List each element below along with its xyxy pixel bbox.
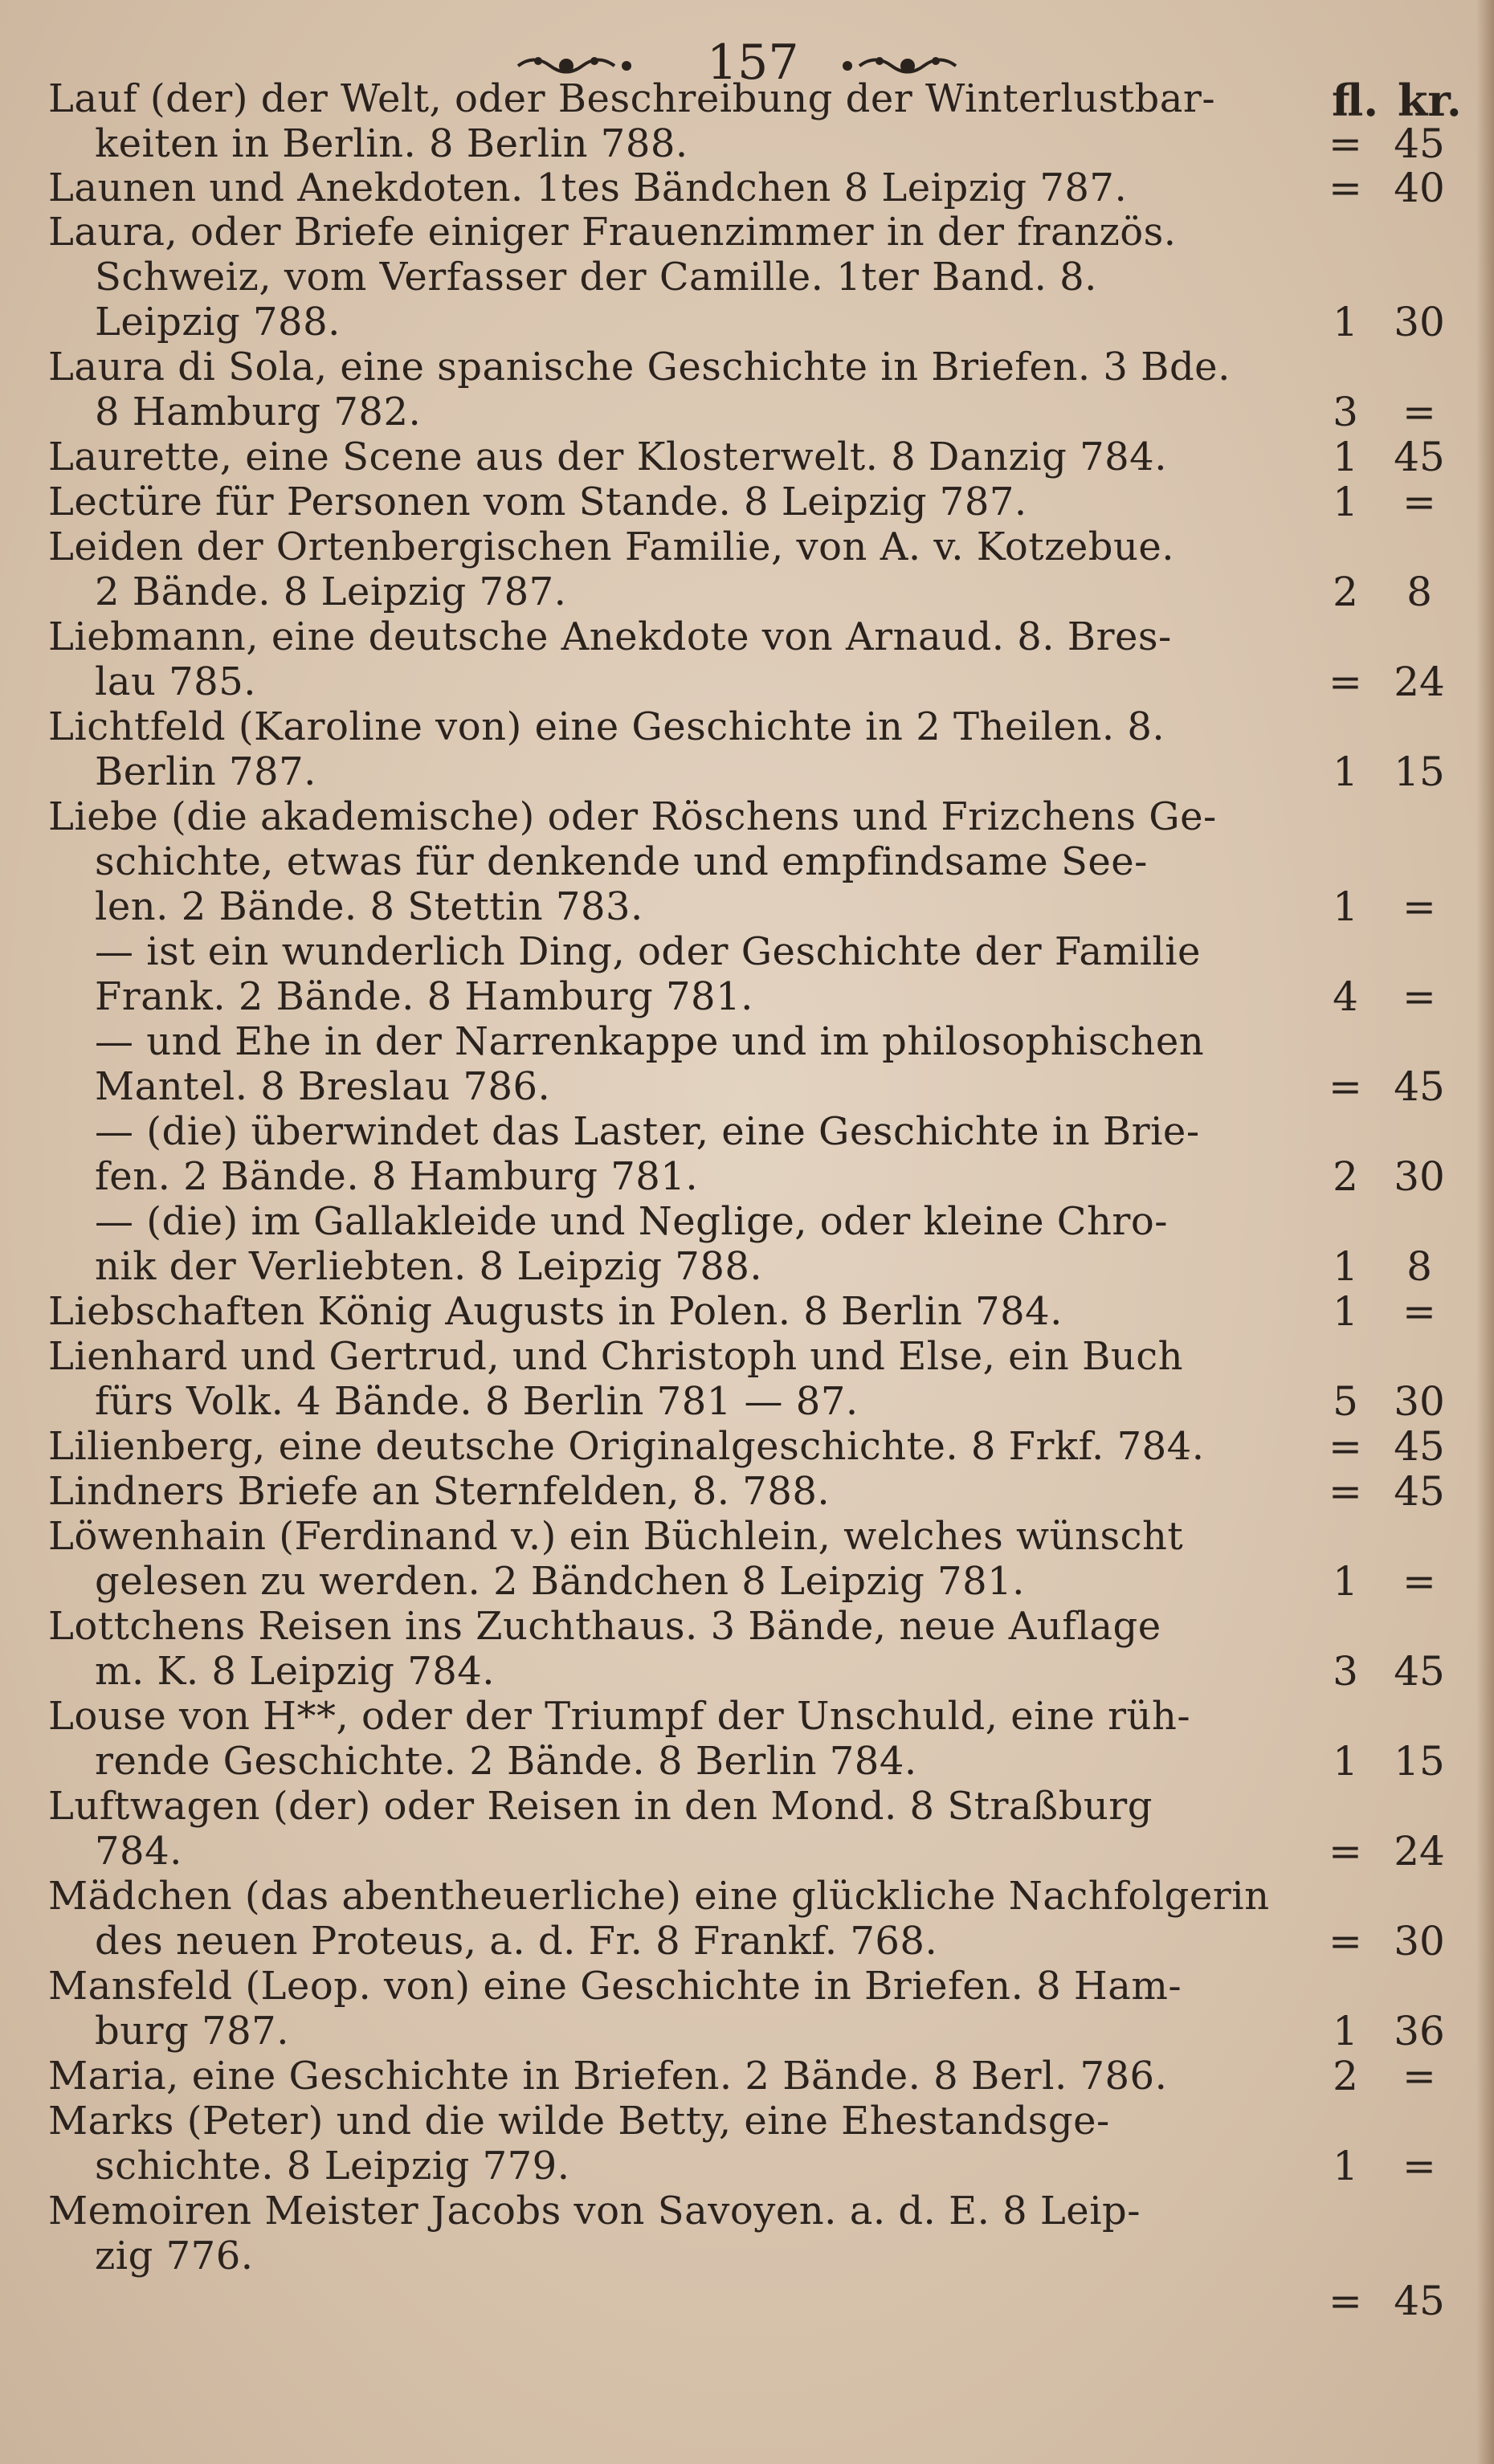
entry-text-line: Mansfeld (Leop. von) eine Geschichte in Briefen. 8 Ham- bbox=[48, 1964, 1182, 2009]
entry-text-line: Lichtfeld (Karoline von) eine Geschichte in 2 Theilen. 8. bbox=[48, 704, 1165, 749]
price-kreuzer: = bbox=[1402, 2053, 1436, 2099]
price-kreuzer: = bbox=[1402, 1288, 1436, 1335]
price-florin: 1 bbox=[1333, 1738, 1358, 1785]
price-florin: = bbox=[1329, 1063, 1362, 1110]
entry-text-line: fürs Volk. 4 Bände. 8 Berlin 781 — 87. bbox=[95, 1379, 859, 1424]
price-florin: 2 bbox=[1333, 2053, 1358, 2099]
price-kreuzer: = bbox=[1402, 973, 1436, 1020]
entry-text-line: nik der Verliebten. 8 Leipzig 788. bbox=[95, 1244, 763, 1289]
price-florin: = bbox=[1329, 1828, 1362, 1875]
price-kreuzer: 8 bbox=[1406, 569, 1432, 615]
entry-text-line: Leipzig 788. bbox=[95, 300, 341, 345]
entry-text-line: Mantel. 8 Breslau 786. bbox=[95, 1064, 551, 1109]
price-florin: 3 bbox=[1333, 1648, 1358, 1695]
price-florin: 1 bbox=[1333, 2143, 1358, 2189]
entry-text-line: 2 Bände. 8 Leipzig 787. bbox=[95, 569, 567, 614]
price-kreuzer: = bbox=[1402, 1558, 1436, 1605]
price-kreuzer: 45 bbox=[1394, 1468, 1445, 1515]
entry-text-line: len. 2 Bände. 8 Stettin 783. bbox=[95, 884, 643, 929]
page-number: 157 bbox=[707, 35, 799, 91]
price-kreuzer: 8 bbox=[1406, 1243, 1432, 1290]
price-florin: = bbox=[1329, 2278, 1362, 2324]
price-florin: = bbox=[1329, 1918, 1362, 1964]
price-florin: 5 bbox=[1333, 1378, 1358, 1425]
entry-text-line: keiten in Berlin. 8 Berlin 788. bbox=[95, 121, 688, 166]
price-kreuzer: 24 bbox=[1394, 1828, 1445, 1875]
entry-text-line: fen. 2 Bände. 8 Hamburg 781. bbox=[95, 1154, 699, 1199]
price-kreuzer: 45 bbox=[1394, 2278, 1445, 2324]
price-florin: 1 bbox=[1333, 299, 1358, 345]
entry-text-line: Lectüre für Personen vom Stande. 8 Leipzig 787. bbox=[48, 479, 1027, 524]
price-kreuzer: = bbox=[1402, 883, 1436, 930]
price-kreuzer: 30 bbox=[1394, 299, 1445, 345]
price-florin: 1 bbox=[1333, 883, 1358, 930]
entry-text-line: Lindners Briefe an Sternfelden, 8. 788. bbox=[48, 1469, 831, 1514]
entry-text-line: Lilienberg, eine deutsche Originalgeschichte. 8 Frkf. 784. bbox=[48, 1424, 1205, 1469]
entry-text-line: Lauf (der) der Welt, oder Beschreibung der Winterlustbar- bbox=[48, 76, 1216, 121]
entry-text-line: Luftwagen (der) oder Reisen in den Mond. 8 Straßburg bbox=[48, 1784, 1153, 1829]
entry-text-line: schichte, etwas für denkende und empfindsame See- bbox=[95, 839, 1148, 884]
price-florin: 1 bbox=[1333, 749, 1358, 795]
entry-text-line: Louse von H**, oder der Triumpf der Unschuld, eine rüh- bbox=[48, 1694, 1191, 1739]
price-florin: 2 bbox=[1333, 1153, 1358, 1200]
entry-text-line: — (die) überwindet das Laster, eine Geschichte in Brie- bbox=[95, 1109, 1200, 1154]
price-kreuzer: 15 bbox=[1394, 1738, 1445, 1785]
price-florin: = bbox=[1329, 1468, 1362, 1515]
price-florin: 1 bbox=[1333, 434, 1358, 480]
entry-text-line: — ist ein wunderlich Ding, oder Geschichte der Familie bbox=[95, 929, 1201, 974]
entry-text-line: Schweiz, vom Verfasser der Camille. 1ter Band. 8. bbox=[95, 255, 1097, 300]
price-florin: = bbox=[1329, 165, 1362, 211]
entry-text-line: rende Geschichte. 2 Bände. 8 Berlin 784. bbox=[95, 1739, 917, 1784]
price-kreuzer: 15 bbox=[1394, 749, 1445, 795]
price-florin: 1 bbox=[1333, 2008, 1358, 2054]
column-header-florin: fl. bbox=[1332, 75, 1379, 126]
price-kreuzer: 40 bbox=[1394, 165, 1445, 211]
entry-text-line: Marks (Peter) und die wilde Betty, eine Ehestandsge- bbox=[48, 2099, 1110, 2144]
price-kreuzer: 36 bbox=[1394, 2008, 1445, 2054]
price-kreuzer: 30 bbox=[1394, 1378, 1445, 1425]
price-kreuzer: 30 bbox=[1394, 1153, 1445, 1200]
price-kreuzer: 45 bbox=[1394, 1423, 1445, 1470]
entry-text-line: — (die) im Gallakleide und Neglige, oder kleine Chro- bbox=[95, 1199, 1168, 1244]
entry-text-line: Liebmann, eine deutsche Anekdote von Arnaud. 8. Bres- bbox=[48, 614, 1172, 659]
price-florin: = bbox=[1329, 1423, 1362, 1470]
price-florin: 1 bbox=[1333, 1243, 1358, 1290]
entry-text-line: Maria, eine Geschichte in Briefen. 2 Bände. 8 Berl. 786. bbox=[48, 2054, 1168, 2099]
column-header-kreuzer: kr. bbox=[1398, 75, 1462, 126]
price-kreuzer: = bbox=[1402, 389, 1436, 435]
entry-text-line: 8 Hamburg 782. bbox=[95, 390, 422, 434]
price-florin: = bbox=[1329, 659, 1362, 705]
entry-text-line: Löwenhain (Ferdinand v.) ein Büchlein, welches wünscht bbox=[48, 1514, 1184, 1559]
price-kreuzer: 45 bbox=[1394, 120, 1445, 167]
entry-text-line: Lienhard und Gertrud, und Christoph und Else, ein Buch bbox=[48, 1334, 1184, 1379]
price-kreuzer: 45 bbox=[1394, 1648, 1445, 1695]
entry-text-line: Liebe (die akademische) oder Röschens und Frizchens Ge- bbox=[48, 794, 1217, 839]
entry-text-line: lau 785. bbox=[95, 659, 257, 704]
entry-text-line: 784. bbox=[95, 1829, 182, 1874]
entry-text-line: Memoiren Meister Jacobs von Savoyen. a. d. E. 8 Leip- bbox=[48, 2189, 1141, 2234]
price-kreuzer: 24 bbox=[1394, 659, 1445, 705]
price-kreuzer: 45 bbox=[1394, 1063, 1445, 1110]
entry-text-line: burg 787. bbox=[95, 2009, 289, 2054]
entry-text-line: des neuen Proteus, a. d. Fr. 8 Frankf. 768. bbox=[95, 1919, 938, 1964]
entry-text-line: Berlin 787. bbox=[95, 749, 316, 794]
entry-text-line: schichte. 8 Leipzig 779. bbox=[95, 2144, 570, 2189]
price-florin: 4 bbox=[1333, 973, 1358, 1020]
entry-text-line: Leiden der Ortenbergischen Familie, von A. v. Kotzebue. bbox=[48, 524, 1175, 569]
entry-text-line: gelesen zu werden. 2 Bändchen 8 Leipzig 781. bbox=[95, 1559, 1025, 1604]
price-florin: 1 bbox=[1333, 479, 1358, 525]
price-florin: 2 bbox=[1333, 569, 1358, 615]
price-florin: 1 bbox=[1333, 1558, 1358, 1605]
price-kreuzer: 45 bbox=[1394, 434, 1445, 480]
entry-text-line: Lottchens Reisen ins Zuchthaus. 3 Bände, neue Auflage bbox=[48, 1604, 1161, 1649]
entry-text-line: Launen und Anekdoten. 1tes Bändchen 8 Leipzig 787. bbox=[48, 165, 1128, 210]
price-kreuzer: = bbox=[1402, 2143, 1436, 2189]
entry-text-line: — und Ehe in der Narrenkappe und im philosophischen bbox=[95, 1019, 1205, 1064]
entry-text-line: Liebschaften König Augusts in Polen. 8 Berlin 784. bbox=[48, 1289, 1063, 1334]
price-kreuzer: = bbox=[1402, 479, 1436, 525]
entry-text-line: Mädchen (das abentheuerliche) eine glückliche Nachfolgerin bbox=[48, 1874, 1270, 1919]
entry-text-line: Laura di Sola, eine spanische Geschichte in Briefen. 3 Bde. bbox=[48, 345, 1231, 390]
entry-text-line: zig 776. bbox=[95, 2234, 254, 2278]
entry-text-line: m. K. 8 Leipzig 784. bbox=[95, 1649, 496, 1694]
price-kreuzer: 30 bbox=[1394, 1918, 1445, 1964]
entry-text-line: Laura, oder Briefe einiger Frauenzimmer in der französ. bbox=[48, 210, 1177, 255]
entry-text-line: Frank. 2 Bände. 8 Hamburg 781. bbox=[95, 974, 753, 1019]
price-florin: 1 bbox=[1333, 1288, 1358, 1335]
price-florin: 3 bbox=[1333, 389, 1358, 435]
entry-text-line: Laurette, eine Scene aus der Klosterwelt. 8 Danzig 784. bbox=[48, 434, 1167, 479]
price-florin: = bbox=[1329, 120, 1362, 167]
